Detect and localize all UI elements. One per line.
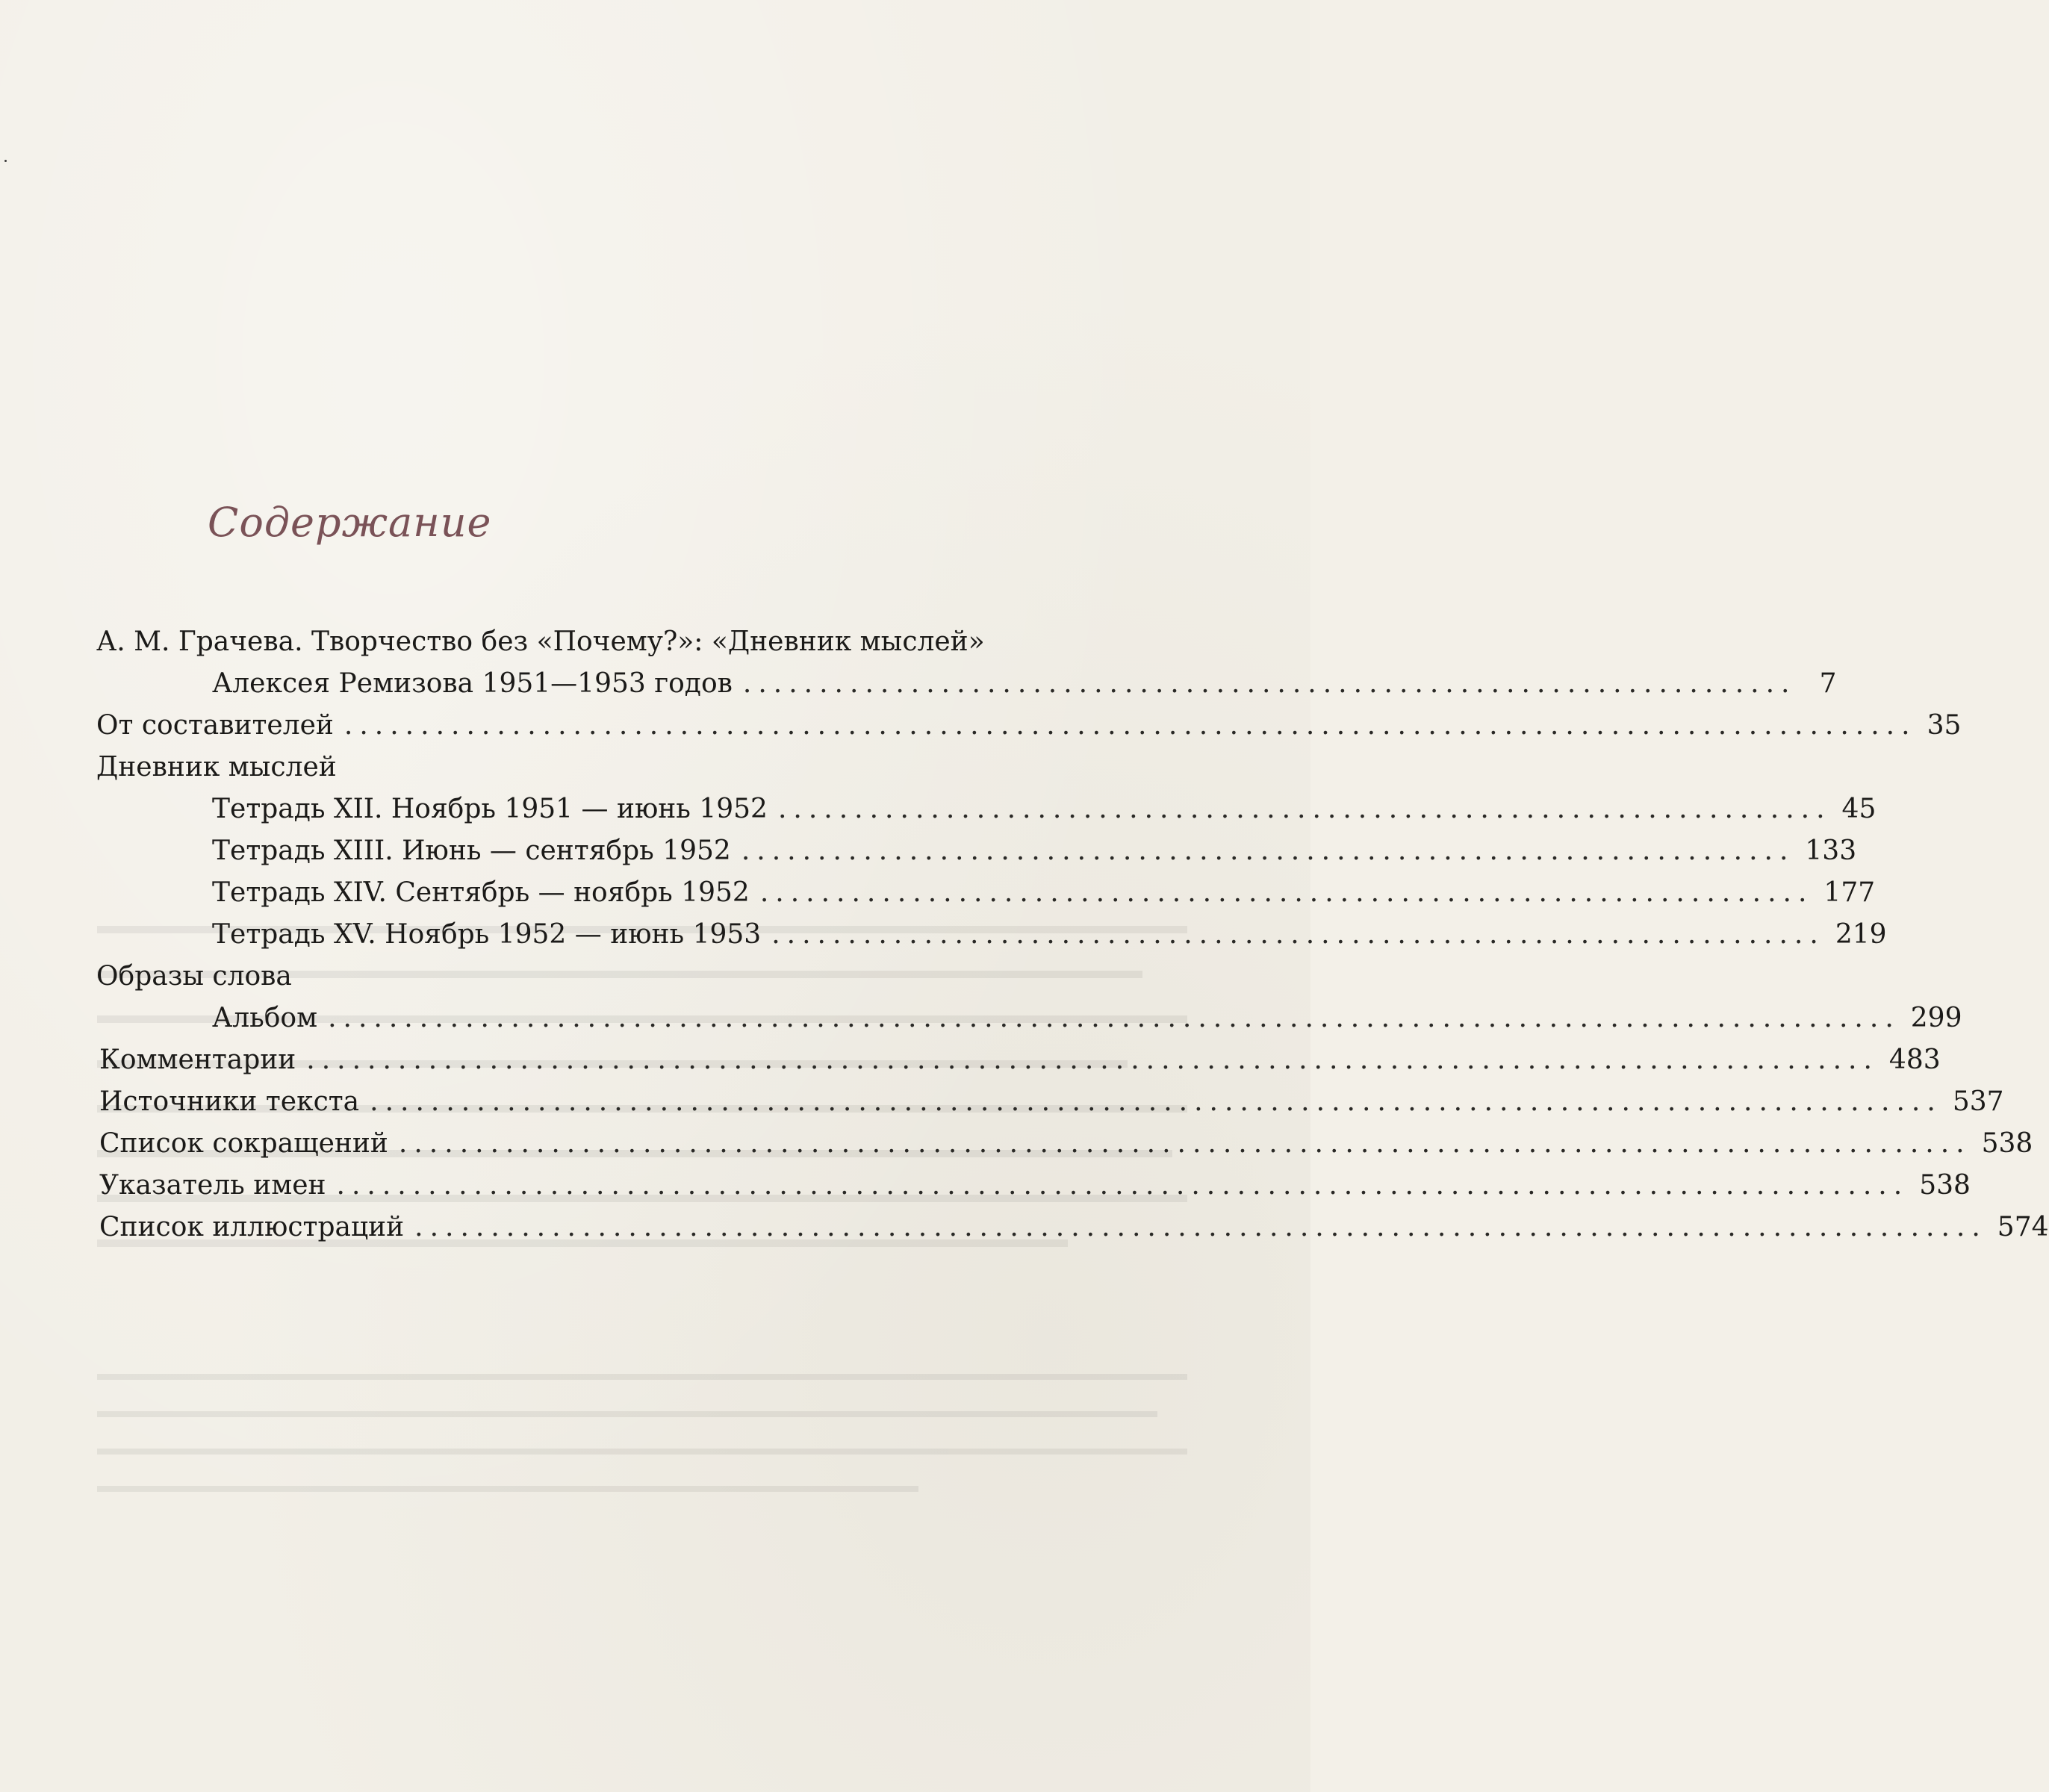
toc-entry-title: Тетрадь XV. Ноябрь 1952 — июнь 1953 [212, 919, 762, 950]
toc-entry-page: 537 [1952, 1086, 2004, 1117]
toc-entry-title: Список сокращений [99, 1128, 388, 1159]
dot-leader: ....................................................................................................... [306, 1045, 1879, 1075]
toc-entry[interactable] [212, 1001, 1962, 1036]
toc-entry[interactable] [96, 708, 1962, 744]
toc-entry[interactable] [212, 791, 1877, 827]
toc-entry-page: 574 [1997, 1212, 2049, 1242]
toc-entry-page: 45 [1841, 794, 1877, 824]
toc-entry-title: А. М. Грачева. Творчество без «Почему?»: «Дневник мыслей» [96, 626, 985, 657]
toc-entry-page: 538 [1981, 1128, 2033, 1159]
toc-entry[interactable] [212, 875, 1876, 911]
toc-entry[interactable] [212, 917, 1887, 953]
paper-speck [4, 160, 7, 162]
toc-entry-title: Образы слова [96, 961, 292, 992]
toc-entry-title: Тетрадь XIII. Июнь — сентябрь 1952 [212, 836, 731, 866]
toc-entry-page: 177 [1823, 877, 1876, 908]
dot-leader: ..................................................................... [771, 919, 1825, 950]
toc-entry-page: 7 [1819, 668, 1837, 699]
toc-entry-page: 35 [1927, 710, 1962, 741]
toc-entry[interactable] [99, 1084, 2004, 1120]
toc-entry-page: 299 [1910, 1003, 1962, 1033]
toc-entry[interactable] [99, 1126, 2033, 1162]
toc-entry[interactable] [99, 1168, 1971, 1204]
toc-entry-page: 133 [1805, 836, 1857, 866]
toc-entry[interactable] [99, 1042, 1941, 1078]
toc-entry-page: 483 [1888, 1045, 1941, 1075]
toc-entry-title: Список иллюстраций [99, 1212, 405, 1242]
dot-leader: ....................................................................................................... [328, 1003, 1900, 1033]
toc-entry-title: Указатель имен [99, 1170, 326, 1201]
dot-leader: ....................................................................................................... [370, 1086, 1942, 1117]
toc-entry[interactable] [99, 1210, 2049, 1245]
toc-entry-title: Альбом [212, 1003, 318, 1033]
dot-leader: ....................................................................................................... [398, 1128, 1971, 1159]
toc-entry-page: 538 [1919, 1170, 1971, 1201]
dot-leader: ....................................................................................................... [414, 1212, 1987, 1242]
toc-entry-title: Комментарии [99, 1045, 296, 1075]
toc-entry-title: Тетрадь XII. Ноябрь 1951 — июнь 1952 [212, 794, 768, 824]
dot-leader: ....................................................................................................... [343, 710, 1917, 741]
toc-entry[interactable] [212, 666, 1837, 702]
dot-leader: ..................................................................... [759, 877, 1814, 908]
toc-entry-title: От составителей [96, 710, 334, 741]
dot-leader: ....................................................................................................... [336, 1170, 1909, 1201]
toc-entry-title: Источники текста [99, 1086, 360, 1117]
toc-entry-title: Алексея Ремизова 1951—1953 годов [212, 668, 733, 699]
toc-entry[interactable] [96, 750, 1037, 785]
toc-entry-title: Дневник мыслей [96, 752, 337, 783]
dot-leader: ..................................................................... [741, 836, 1795, 866]
dot-leader: ..................................................................... [777, 794, 1832, 824]
toc-entry[interactable] [212, 833, 1857, 869]
page-title: Содержание [208, 499, 492, 546]
dot-leader: ..................................................................... [742, 668, 1797, 699]
toc-entry-page: 219 [1835, 919, 1887, 950]
toc-entry-title: Тетрадь XIV. Сентябрь — ноябрь 1952 [212, 877, 750, 908]
toc-entry[interactable] [96, 624, 1037, 660]
toc-entry[interactable] [96, 959, 1037, 995]
